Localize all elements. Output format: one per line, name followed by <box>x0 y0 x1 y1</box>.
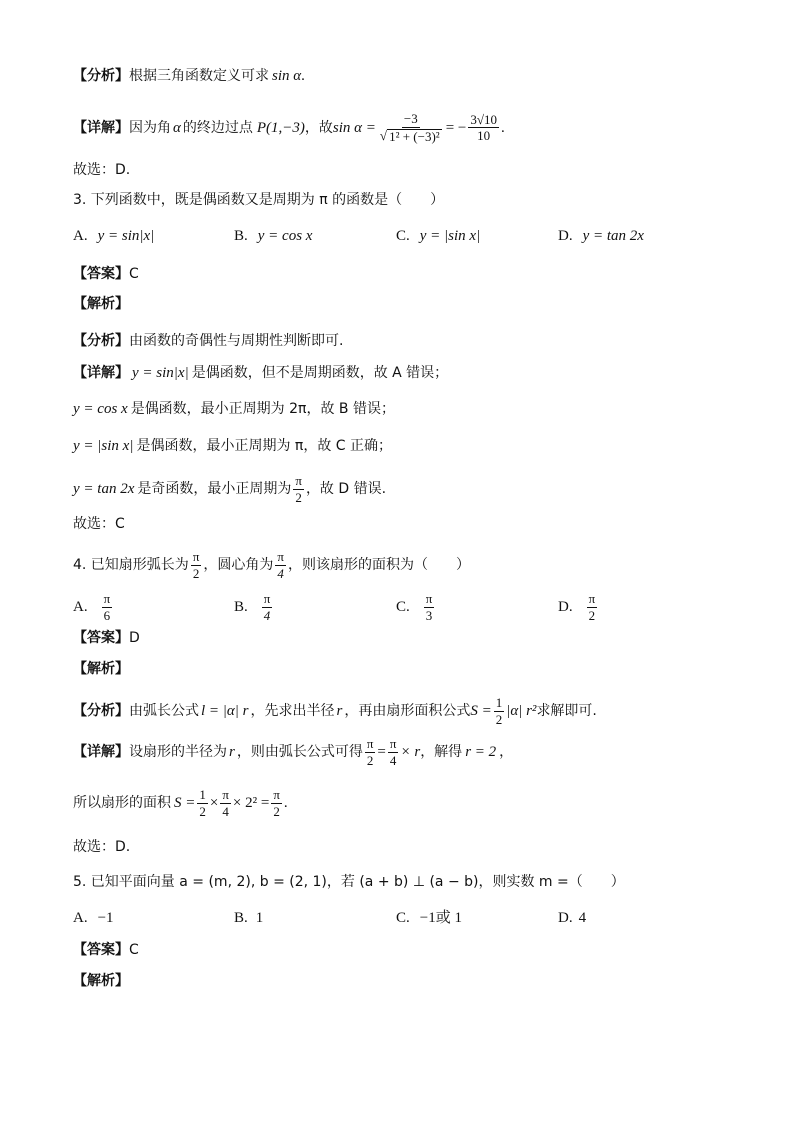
option-expr: y = sin|x| <box>97 228 155 244</box>
fraction-numerator: π <box>277 549 284 564</box>
fraction-denominator: 3 <box>425 607 433 623</box>
q3-option-a <box>73 226 154 246</box>
option-fraction <box>262 592 273 622</box>
q3-detail-1 <box>73 363 448 383</box>
sin-fraction <box>378 112 444 143</box>
detail-math: y = sin|x| <box>132 365 189 381</box>
detail-tag: 【详解】 <box>73 119 129 136</box>
analysis-math: sin α <box>272 68 302 84</box>
point-p: P(1,−3) <box>256 119 305 136</box>
q3-option-b <box>234 226 312 246</box>
option-letter: C. <box>396 910 410 926</box>
q5-option-d <box>558 908 586 928</box>
detail-text: 因为角 <box>129 119 171 136</box>
area-mid: × 2² = <box>232 795 270 812</box>
analysis-tag: 【分析】 <box>73 333 129 349</box>
q3-stem: 3. 下列函数中，既是偶函数又是周期为 π 的函数是（ ） <box>73 192 445 208</box>
option-expr: y = |sin x| <box>419 228 481 244</box>
q4-answer <box>73 628 140 648</box>
q4-option-a <box>73 592 114 622</box>
fraction-denominator: 2 <box>495 711 503 727</box>
arc-length-formula: l = |α| r <box>201 703 249 720</box>
angle-fraction <box>388 737 399 767</box>
fraction-numerator: π <box>192 549 200 564</box>
q3-detail-4 <box>73 474 386 504</box>
equals: = <box>377 744 386 761</box>
fraction-denominator: 4 <box>222 803 229 819</box>
q4-detail <box>73 737 513 767</box>
q2-choose: 故选：D. <box>73 162 131 178</box>
fraction-numerator: π <box>389 736 397 751</box>
result-fraction <box>468 113 499 143</box>
fraction-denominator: 4 <box>389 752 397 768</box>
fraction-numerator: π <box>366 736 374 751</box>
solution: r = 2 <box>465 744 497 761</box>
q3-analysis <box>73 331 343 351</box>
q4-option-b <box>234 592 274 622</box>
option-expr: −1 <box>97 910 114 926</box>
sqrt-radicand: 1² + (−3)² <box>389 128 440 144</box>
answer-tag: 【答案】 <box>73 630 129 646</box>
option-letter: B. <box>234 599 248 616</box>
option-expr: y = cos x <box>257 228 313 244</box>
q3-option-d <box>558 226 644 246</box>
q3-detail-3 <box>73 436 392 456</box>
answer-value: C <box>129 942 139 958</box>
option-fraction <box>102 592 113 622</box>
detail-end: ，故 D 错误. <box>305 481 387 498</box>
area-end: . <box>283 795 288 812</box>
detail-text: 是奇函数，最小正周期为 <box>137 481 292 498</box>
equals-neg: = − <box>445 119 467 136</box>
option-letter: D. <box>558 910 573 926</box>
radius-symbol: r <box>336 703 343 720</box>
arc-fraction <box>365 737 376 767</box>
fraction-numerator: π <box>425 591 433 606</box>
q4-options <box>73 590 733 623</box>
q4-analysis <box>73 696 597 726</box>
detail-text: 是偶函数，最小正周期为 2π，故 B 错误； <box>130 401 395 417</box>
fraction-numerator: π <box>222 787 229 802</box>
result-fraction <box>271 788 282 818</box>
option-letter: C. <box>396 599 410 616</box>
q4-jiexi-tag: 【解析】 <box>73 661 129 677</box>
option-letter: D. <box>558 228 573 244</box>
area-lhs: S = <box>470 703 492 720</box>
half-fraction <box>494 696 505 726</box>
detail-tag: 【详解】 <box>73 744 129 761</box>
fraction-denominator: 6 <box>103 607 111 623</box>
stem-text: ，圆心角为 <box>203 557 274 574</box>
detail-math: y = tan 2x <box>73 481 135 498</box>
detail-text: ，则由弧长公式可得 <box>236 744 363 761</box>
alpha-symbol: α <box>173 119 181 136</box>
q2-detail-line <box>73 112 505 143</box>
q4-area: 所以扇形的面积 S = $\frac{1}{2}$ × $\frac{\pi}{4}$ × 2² = $\frac{\pi}{2}$ . <box>73 787 288 819</box>
detail-text: 是偶函数，但不是周期函数，故 A 错误； <box>191 365 449 381</box>
detail-math: y = cos x <box>73 401 128 417</box>
fraction-numerator: π <box>273 787 280 802</box>
detail-text: 设扇形的半径为 <box>129 744 227 761</box>
fraction-denominator: 2 <box>199 803 206 819</box>
option-expr: 4 <box>578 910 587 926</box>
fraction-numerator: π <box>295 473 302 488</box>
analysis-text: ，先求出半径 <box>250 703 335 720</box>
answer-value: D <box>129 630 140 646</box>
detail-text2: 的终边过点 <box>182 119 253 136</box>
stem-text: 4. 已知扇形弧长为 <box>73 557 189 574</box>
fraction-numerator: 1 <box>199 787 206 802</box>
option-letter: D. <box>558 599 573 616</box>
half-fraction <box>197 788 208 818</box>
fraction-numerator: 1 <box>495 695 503 710</box>
q2-analysis-line <box>73 66 305 86</box>
fraction-numerator: π <box>103 591 111 606</box>
q5-option-c <box>396 908 462 928</box>
q5-stem: 5. 已知平面向量 a = (m, 2), b = (2, 1)，若 (a + b) ⊥ (a − b)，则实数 m =（ ） <box>73 874 625 890</box>
fraction-denominator: 2 <box>588 607 596 623</box>
analysis-tag: 【分析】 <box>73 703 129 720</box>
area-formula: |α| r² <box>506 703 537 720</box>
fraction-denominator: 2 <box>295 489 302 505</box>
answer-tag: 【答案】 <box>73 942 129 958</box>
q4-option-c <box>396 592 436 622</box>
area-lhs: S = <box>174 795 196 812</box>
fraction-denominator: 2 <box>273 803 280 819</box>
q3-detail-2 <box>73 399 395 419</box>
option-letter: B. <box>234 910 248 926</box>
q3-choose: 故选：C <box>73 516 125 532</box>
detail-tag: 【详解】 <box>73 365 129 381</box>
q3-jiexi-tag: 【解析】 <box>73 296 129 312</box>
option-fraction <box>587 592 598 622</box>
q5-jiexi-tag: 【解析】 <box>73 973 129 989</box>
q5-option-b <box>234 908 263 928</box>
detail-text: ，解得 <box>420 744 463 761</box>
option-expr: y = tan 2x <box>582 228 644 244</box>
analysis-text: 由函数的奇偶性与周期性判断即可. <box>129 333 344 349</box>
option-letter: A. <box>73 228 88 244</box>
angle-fraction <box>275 550 286 580</box>
radius-symbol: r <box>229 744 235 761</box>
q5-option-a <box>73 908 114 928</box>
area-text: 所以扇形的面积 <box>73 795 171 812</box>
option-expr: −1或 1 <box>419 910 462 926</box>
analysis-text: 由弧长公式 <box>129 703 199 720</box>
q5-answer <box>73 940 139 960</box>
angle-fraction <box>220 788 231 818</box>
detail-text: 是偶函数，最小正周期为 π，故 C 正确； <box>136 438 393 454</box>
arc-fraction <box>191 550 202 580</box>
sin-lhs: sin α = <box>332 119 376 136</box>
analysis-text: 根据三角函数定义可求 <box>129 68 269 84</box>
period-fraction <box>293 474 304 504</box>
detail-text: ， <box>499 744 514 761</box>
analysis-tag: 【分析】 <box>73 68 129 84</box>
detail-end: . <box>501 119 505 136</box>
sin-denominator: √ 1² + (−3)² <box>379 127 440 144</box>
result-numerator: 3√10 <box>470 111 497 127</box>
fraction-denominator: 4 <box>277 565 284 581</box>
detail-text3: ，故 <box>304 119 333 136</box>
fraction-numerator: π <box>263 591 271 606</box>
fraction-denominator: 4 <box>263 607 271 623</box>
fraction-denominator: 2 <box>366 752 374 768</box>
analysis-text: 求解即可. <box>536 703 597 720</box>
detail-math: y = |sin x| <box>73 438 134 454</box>
option-letter: C. <box>396 228 410 244</box>
q4-stem <box>73 550 470 580</box>
q5-options <box>73 908 733 930</box>
fraction-denominator: 2 <box>192 565 200 581</box>
times-r: × r <box>400 744 421 761</box>
analysis-end: . <box>301 68 305 84</box>
answer-value: C <box>129 266 139 282</box>
result-denominator: 10 <box>477 128 491 144</box>
option-expr: 1 <box>255 910 264 926</box>
option-letter: A. <box>73 599 88 616</box>
q4-option-d <box>558 592 599 622</box>
sin-numerator: −3 <box>403 111 418 126</box>
q3-option-c <box>396 226 480 246</box>
q3-answer <box>73 264 139 284</box>
option-fraction <box>424 592 435 622</box>
answer-tag: 【答案】 <box>73 266 129 282</box>
option-letter: A. <box>73 910 88 926</box>
analysis-text: ，再由扇形面积公式 <box>344 703 471 720</box>
option-letter: B. <box>234 228 248 244</box>
q3-options <box>73 226 733 248</box>
stem-text: ，则该扇形的面积为（ ） <box>287 557 470 574</box>
q4-choose: 故选：D. <box>73 839 131 855</box>
fraction-numerator: π <box>588 591 596 606</box>
